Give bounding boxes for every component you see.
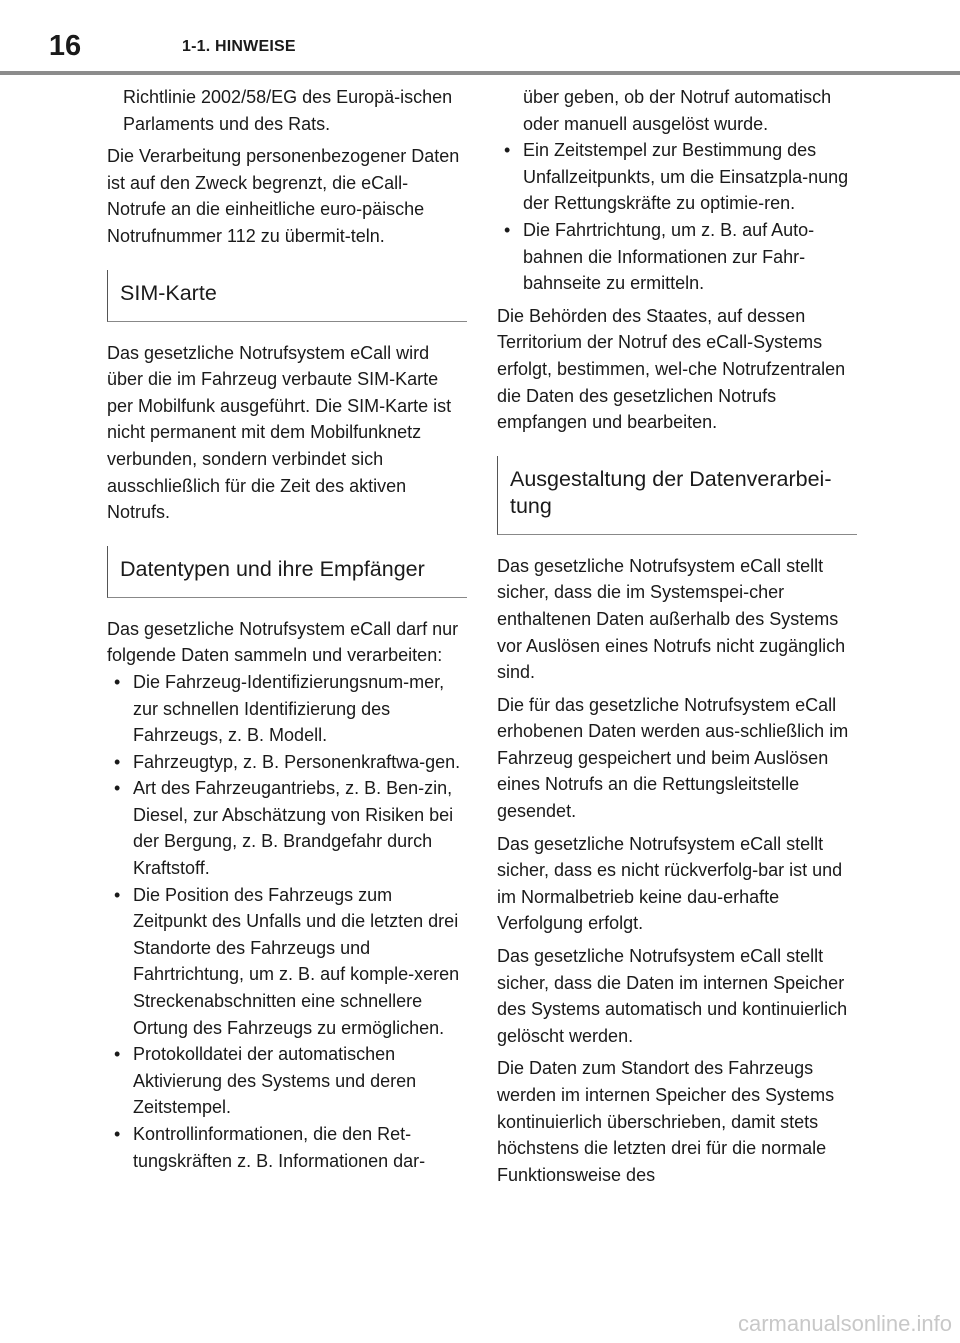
list-item: • Protokolldatei der automatischen Aktivierung des Systems und deren Zeitstempel. — [107, 1041, 467, 1121]
data-types-list — [107, 669, 467, 1174]
section-title: 1-1. HINWEISE — [182, 38, 296, 55]
list-continuation — [497, 84, 857, 137]
paragraph: Die Behörden des Staates, auf dessen Territorium der Notruf des eCall-Systems erfolgt, bestimmen, wel-che Notrufzentralen die Daten des gesetzlichen Notrufs empfangen und bearbeiten. — [497, 305, 846, 433]
paragraph: Die für das gesetzliche Notrufsystem eCall erhobenen Daten werden aus-schließlich im Fahrzeug gespeichert und beim Auslösen eines Notrufs an die Rettungsleitstelle gesendet. — [497, 694, 849, 822]
section-heading-datentypen: Datentypen und ihre Empfänger — [107, 546, 467, 598]
paragraph: Die Daten zum Standort des Fahrzeugs werden im internen Speicher des Systems kontinuierlich überschrieben, damit stets höchstens die letzten drei für die normale Funktionsweise des — [497, 1058, 835, 1185]
header-divider — [0, 71, 960, 75]
list-item: • Die Position des Fahrzeugs zum Zeitpunkt des Unfalls und die letzten drei Standorte des Fahrzeugs und Fahrtrichtung, um z. B. auf komple-xeren Streckenabschnitten eine schnellere Ortung des Fahrzeugs zu ermöglichen. — [107, 882, 467, 1042]
page-number: 16 — [48, 30, 82, 62]
paragraph: Das gesetzliche Notrufsystem eCall wird über die im Fahrzeug verbaute SIM-Karte per Mobilfunk ausgeführt. Die SIM-Karte ist nicht permanent mit dem Mobilfunknetz verbunden, sondern verbindet sich ausschließlich für die Zeit des aktiven Notrufs. — [107, 342, 452, 523]
section-heading-ausgestaltung: Ausgestaltung der Datenverarbei-tung — [497, 456, 857, 535]
paragraph: Das gesetzliche Notrufsystem eCall stellt sicher, dass es nicht rückverfolg-bar ist und im Normalbetrieb keine dau-erhafte Verfolgung erfolgt. — [497, 833, 843, 934]
list-item: • Fahrzeugtyp, z. B. Personenkraftwa-gen. — [107, 749, 467, 776]
right-column — [497, 84, 857, 1194]
list-item: • Die Fahrzeug-Identifizierungsnum-mer, zur schnellen Identifizierung des Fahrzeugs, z. B. Modell. — [107, 669, 467, 749]
paragraph: Die Verarbeitung personenbezogener Daten ist auf den Zweck begrenzt, die eCall-Notrufe an die einheitliche euro-päische Notrufnummer 112 zu übermit-teln. — [107, 146, 460, 246]
list-item: • Art des Fahrzeugantriebs, z. B. Ben-zin, Diesel, zur Abschätzung von Risiken bei der Bergung, z. B. Brandgefahr durch Kraftstoff. — [107, 775, 467, 881]
list-item: • Ein Zeitstempel zur Bestimmung des Unfallzeitpunkts, um die Einsatzpla-nung der Rettungskräfte zu optimie-ren. — [497, 137, 857, 217]
paragraph: Das gesetzliche Notrufsystem eCall stellt sicher, dass die im Systemspei-cher enthaltenen Daten außerhalb des Systems vor Auslösen eines Notrufs nicht zugänglich sind. — [497, 555, 846, 683]
section-heading-sim-karte: SIM-Karte — [107, 270, 467, 322]
list-item: • Die Fahrtrichtung, um z. B. auf Auto-bahnen die Informationen zur Fahr-bahnseite zu ermitteln. — [497, 217, 857, 297]
list-item: • Kontrollinformationen, die den Ret-tungskräften z. B. Informationen dar- — [107, 1121, 467, 1174]
watermark: carmanualsonline.info — [737, 1311, 952, 1336]
paragraph: Das gesetzliche Notrufsystem eCall stellt sicher, dass die Daten im internen Speicher des Systems automatisch und kontinuierlich gelöscht werden. — [497, 946, 848, 1046]
data-types-list-continued — [497, 137, 857, 297]
paragraph: Das gesetzliche Notrufsystem eCall darf nur folgende Daten sammeln und verarbeiten: — [107, 618, 459, 666]
paragraph-continuation: Richtlinie 2002/58/EG des Europä-ischen Parlaments und des Rats. — [123, 87, 453, 134]
left-column — [107, 84, 467, 1180]
list-item-continuation: über geben, ob der Notruf automatisch oder manuell ausgelöst wurde. — [523, 87, 832, 134]
